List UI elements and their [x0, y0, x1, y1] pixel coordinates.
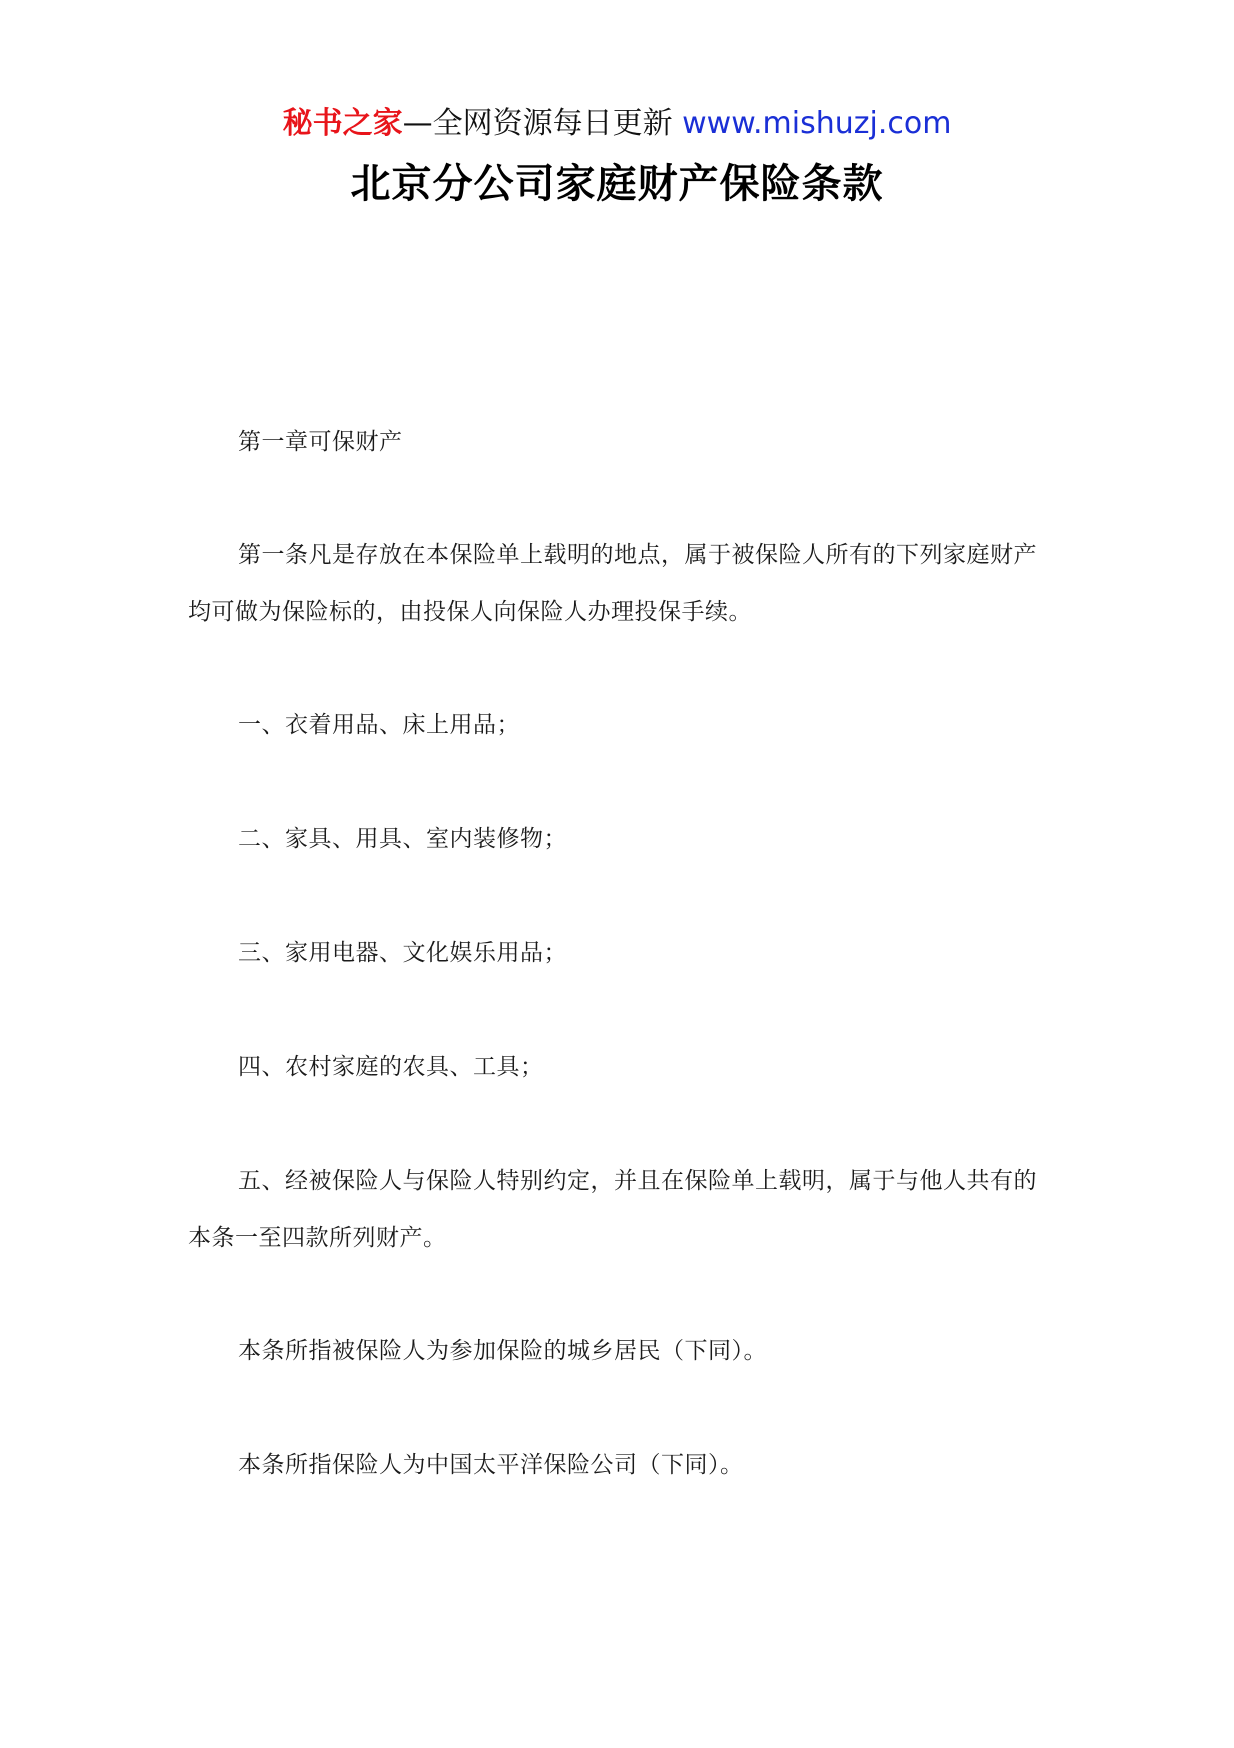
document-title: 北京分公司家庭财产保险条款: [350, 161, 884, 207]
definition-paragraph: 本条所指被保险人为参加保险的城乡居民（下同）。: [238, 1338, 767, 1364]
chapter-heading: 第一章可保财产: [238, 429, 403, 455]
list-item: 四、农村家庭的农具、工具；: [238, 1054, 544, 1080]
list-item: 二、家具、用具、室内装修物；: [238, 826, 567, 852]
brand-name: 秘书之家: [282, 106, 403, 141]
site-url-link[interactable]: www.mishuzj.com: [682, 106, 952, 141]
article-paragraph: 第一条凡是存放在本保险单上载明的地点，属于被保险人所有的下列家庭财产均可做为保险标的，由投保人向保险人办理投保手续。: [188, 542, 1037, 625]
list-item: 五、经被保险人与保险人特别约定，并且在保险单上载明，属于与他人共有的本条一至四款所列财产。: [188, 1168, 1037, 1251]
definition-paragraph: 本条所指保险人为中国太平洋保险公司（下同）。: [238, 1452, 744, 1478]
banner-tagline: —全网资源每日更新: [402, 106, 683, 141]
list-item: 三、家用电器、文化娱乐用品；: [238, 940, 567, 966]
site-banner: [0, 104, 1234, 144]
list-item: 一、衣着用品、床上用品；: [238, 712, 520, 738]
